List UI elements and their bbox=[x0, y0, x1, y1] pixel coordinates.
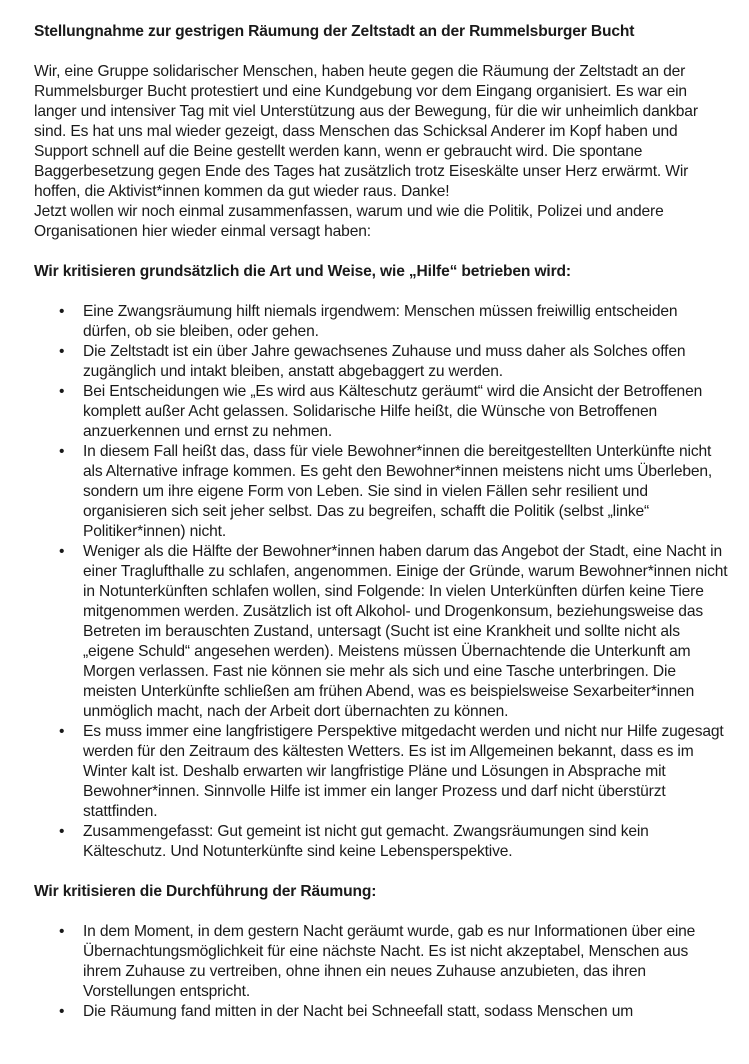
section-heading-eviction: Wir kritisieren die Durchführung der Räumung: bbox=[34, 883, 377, 900]
bullet-icon: • bbox=[59, 443, 65, 460]
list-item bbox=[34, 442, 729, 542]
list-item-text: Eine Zwangsräumung hilft niemals irgendwem: Menschen müssen freiwillig entscheiden dürfen, ob sie bleiben, oder gehen. bbox=[83, 303, 678, 340]
bullet-icon: • bbox=[59, 1003, 65, 1020]
bullet-icon: • bbox=[59, 383, 65, 400]
intro-paragraph: Wir, eine Gruppe solidarischer Menschen, haben heute gegen die Räumung der Zeltstadt an der Rummelsburger Bucht protestiert und eine Kundgebung vor dem Eingang organisiert. Es war ein langer und intensiver Tag mit viel Unterstützung aus der Bewegung, für die wir unheimlich dankbar sind. Es hat uns mal wieder gezeigt, dass Menschen das Schicksal Anderer im Kopf haben und Support schnell auf die Beine gestellt werden kann, wenn er gebraucht wird. Die spontane Baggerbesetzung gegen Ende des Tages hat zusätzlich trotz Eiseskälte unser Herz erwärmt. Wir hoffen, die Aktivist*innen kommen da gut wieder raus. Danke! bbox=[34, 63, 698, 200]
bullet-icon: • bbox=[59, 303, 65, 320]
list-item-text: In diesem Fall heißt das, dass für viele Bewohner*innen die bereitgestellten Unterkünfte nicht als Alternative infrage kommen. Es geht den Bewohner*innen meistens nicht ums Überleben, sondern um ihre eigene Form von Leben. Sie sind in vielen Fällen sehr resilient und organisieren sich seit jeher selbst. Das zu begreifen, schafft die Politik (selbst „linke“ Politiker*innen) nicht. bbox=[83, 443, 713, 540]
bullet-icon: • bbox=[59, 343, 65, 360]
list-item bbox=[34, 822, 729, 862]
bullet-icon: • bbox=[59, 923, 65, 940]
list-item bbox=[34, 1002, 729, 1022]
document-title: Stellungnahme zur gestrigen Räumung der Zeltstadt an der Rummelsburger Bucht bbox=[34, 23, 635, 40]
list-item-text: Es muss immer eine langfristigere Perspektive mitgedacht werden und nicht nur Hilfe zugesagt werden für den Zeitraum des kältesten Wetters. Es ist im Allgemeinen bekannt, dass es im Winter kalt ist. Deshalb erwarten wir langfristige Pläne und Lösungen in Absprache mit Bewohner*innen. Sinnvolle Hilfe ist immer ein langer Prozess und darf nicht überstürzt stattfinden. bbox=[83, 723, 724, 820]
list-item-text: Zusammengefasst: Gut gemeint ist nicht gut gemacht. Zwangsräumungen sind kein Kälteschutz. Und Notunterkünfte sind keine Lebensperspektive. bbox=[83, 823, 649, 860]
list-item bbox=[34, 722, 729, 822]
list-item-text: Die Zeltstadt ist ein über Jahre gewachsenes Zuhause und muss daher als Solches offen zugänglich und intakt bleiben, anstatt abgebaggert zu werden. bbox=[83, 343, 686, 380]
list-item bbox=[34, 302, 729, 342]
help-criticism-list bbox=[34, 302, 729, 862]
list-item bbox=[34, 342, 729, 382]
section-heading-help: Wir kritisieren grundsätzlich die Art und Weise, wie „Hilfe“ betrieben wird: bbox=[34, 263, 571, 280]
list-item-text: Die Räumung fand mitten in der Nacht bei Schneefall statt, sodass Menschen um bbox=[83, 1003, 634, 1020]
bullet-icon: • bbox=[59, 723, 65, 740]
list-item-text: In dem Moment, in dem gestern Nacht geräumt wurde, gab es nur Informationen über eine Übernachtungsmöglichkeit für eine nächste Nacht. Es ist nicht akzeptabel, Menschen aus ihrem Zuhause zu vertreiben, ohne ihnen ein neues Zuhause anzubieten, das ihren Vorstellungen entspricht. bbox=[83, 923, 696, 1000]
intro-paragraph-2: Jetzt wollen wir noch einmal zusammenfassen, warum und wie die Politik, Polizei und andere Organisationen hier wieder einmal versagt haben: bbox=[34, 203, 664, 240]
bullet-icon: • bbox=[59, 823, 65, 840]
list-item bbox=[34, 542, 729, 722]
eviction-criticism-list bbox=[34, 922, 729, 1022]
bullet-icon: • bbox=[59, 543, 65, 560]
list-item bbox=[34, 382, 729, 442]
list-item bbox=[34, 922, 729, 1002]
list-item-text: Bei Entscheidungen wie „Es wird aus Kälteschutz geräumt“ wird die Ansicht der Betroffenen komplett außer Acht gelassen. Solidarische Hilfe heißt, die Wünsche von Betroffenen anzuerkennen und ernst zu nehmen. bbox=[83, 383, 703, 440]
list-item-text: Weniger als die Hälfte der Bewohner*innen haben darum das Angebot der Stadt, eine Nacht in einer Traglufthalle zu schlafen, angenommen. Einige der Gründe, warum Bewohner*innen nicht in Notunterkünften schlafen wollen, sind Folgende: In vielen Unterkünften dürfen keine Tiere mitgenommen werden. Zusätzlich ist oft Alkohol- und Drogenkonsum, beziehungsweise das Betreten im berauschten Zustand, untersagt (Sucht ist eine Krankheit und sollte nicht als „eigene Schuld“ angesehen werden). Meistens müssen Übernachtende die Unterkunft am Morgen verlassen. Fast nie können sie mehr als sich und eine Tasche unterbringen. Die meisten Unterkünfte schließen am frühen Abend, was es beispielsweise Sexarbeiter*innen unmöglich macht, nach der Arbeit dort übernachten zu können. bbox=[83, 543, 728, 720]
